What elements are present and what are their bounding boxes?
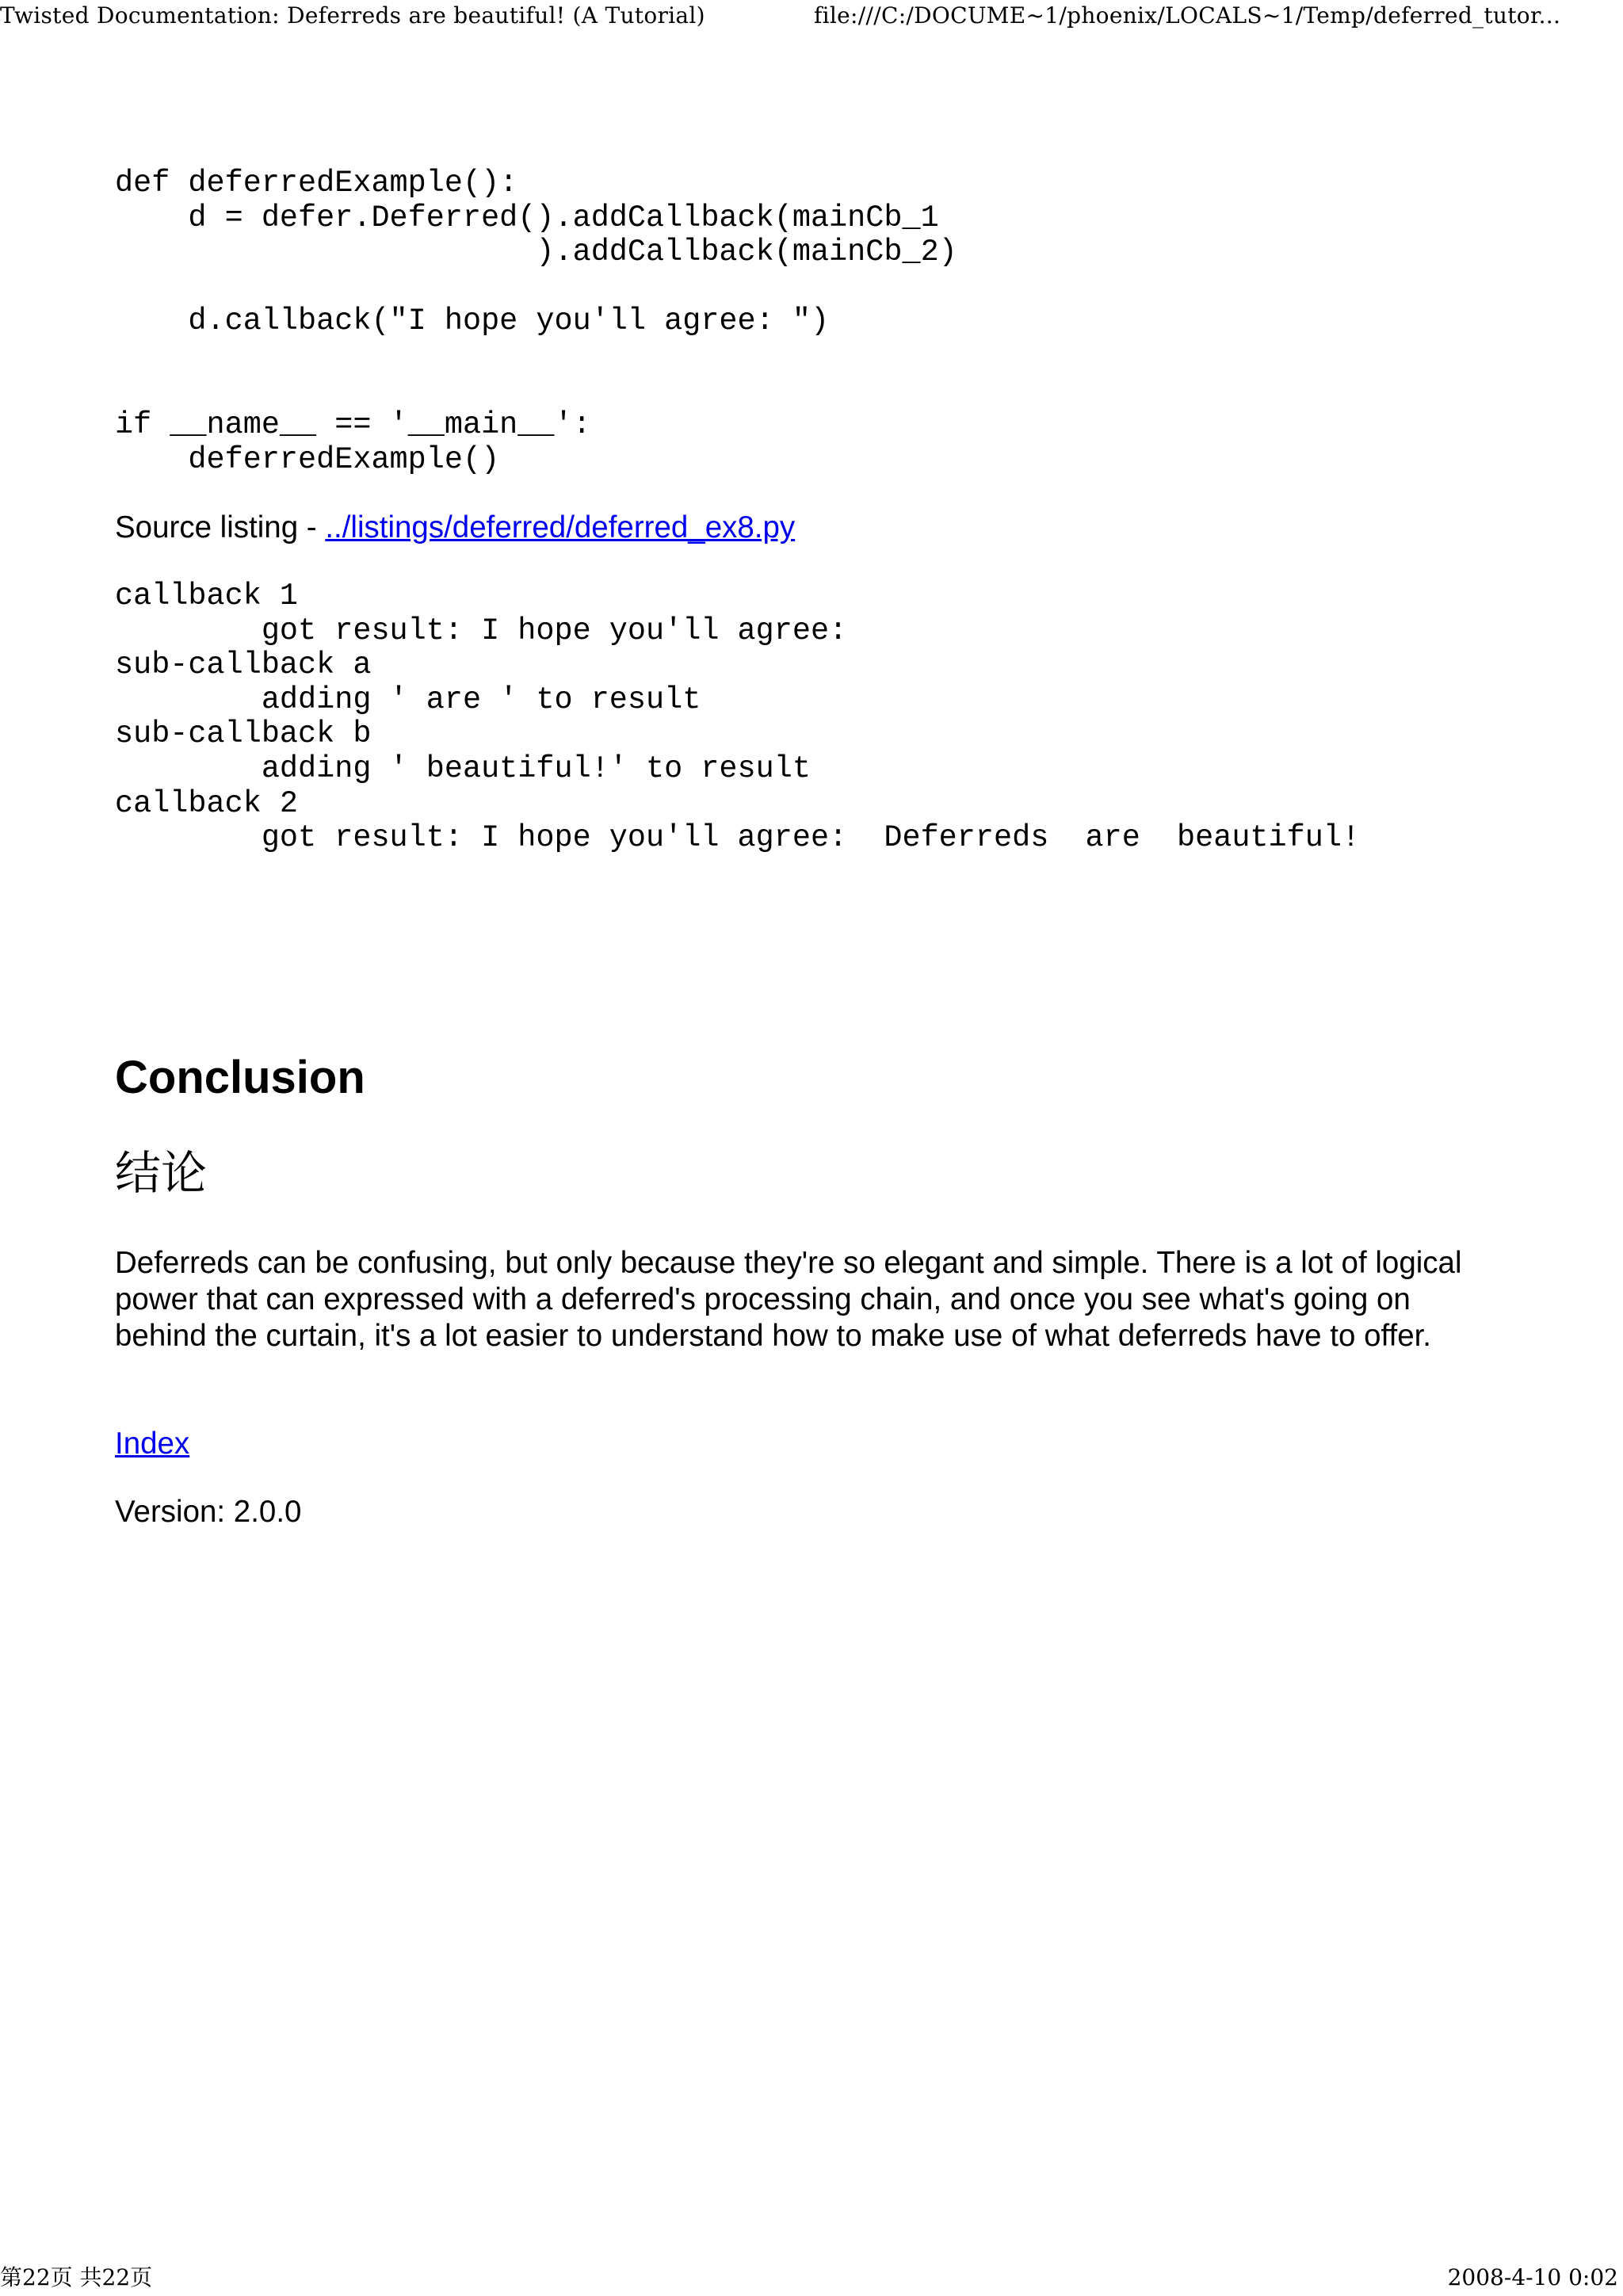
program-output: callback 1 got result: I hope you'll agree: sub-callback a adding ' are ' to result sub-callback b adding ' beautiful!' to result callback 2 got result: I hope you'll agree: Deferreds are beautiful! xyxy=(115,579,1361,856)
print-footer-page-number: 第22页 共22页 xyxy=(0,2264,153,2290)
source-listing-label: Source listing - xyxy=(115,510,326,544)
code-listing: def deferredExample(): d = defer.Deferred().addCallback(mainCb_1 ).addCallback(mainCb_2) d.callback("I hope you'll agree: ") if __name__ == '__main__': deferredExample() xyxy=(115,166,957,477)
conclusion-paragraph: Deferreds can be confusing, but only because they're so elegant and simple. There is a lot of logical power that can expressed with a deferred's processing chain, and once you see what's going on behind the curtain, it's a lot easier to understand how to make use of what deferreds have to offer. xyxy=(115,1246,1462,1353)
print-header-url: file:///C:/DOCUME~1/phoenix/LOCALS~1/Temp/deferred_tutor... xyxy=(814,2,1561,29)
print-header-title: Twisted Documentation: Deferreds are beautiful! (A Tutorial) xyxy=(0,2,705,29)
index-line xyxy=(115,1426,189,1462)
print-footer-date: 2008-4-10 0:02 xyxy=(1447,2264,1618,2290)
source-listing-link[interactable]: ../listings/deferred/deferred_ex8.py xyxy=(325,510,796,544)
source-listing-line xyxy=(115,510,795,546)
index-link[interactable]: Index xyxy=(115,1427,190,1461)
conclusion-heading-chinese: 结论 xyxy=(115,1146,208,1200)
version-text: Version: 2.0.0 xyxy=(115,1495,302,1529)
conclusion-heading: Conclusion xyxy=(115,1052,365,1103)
